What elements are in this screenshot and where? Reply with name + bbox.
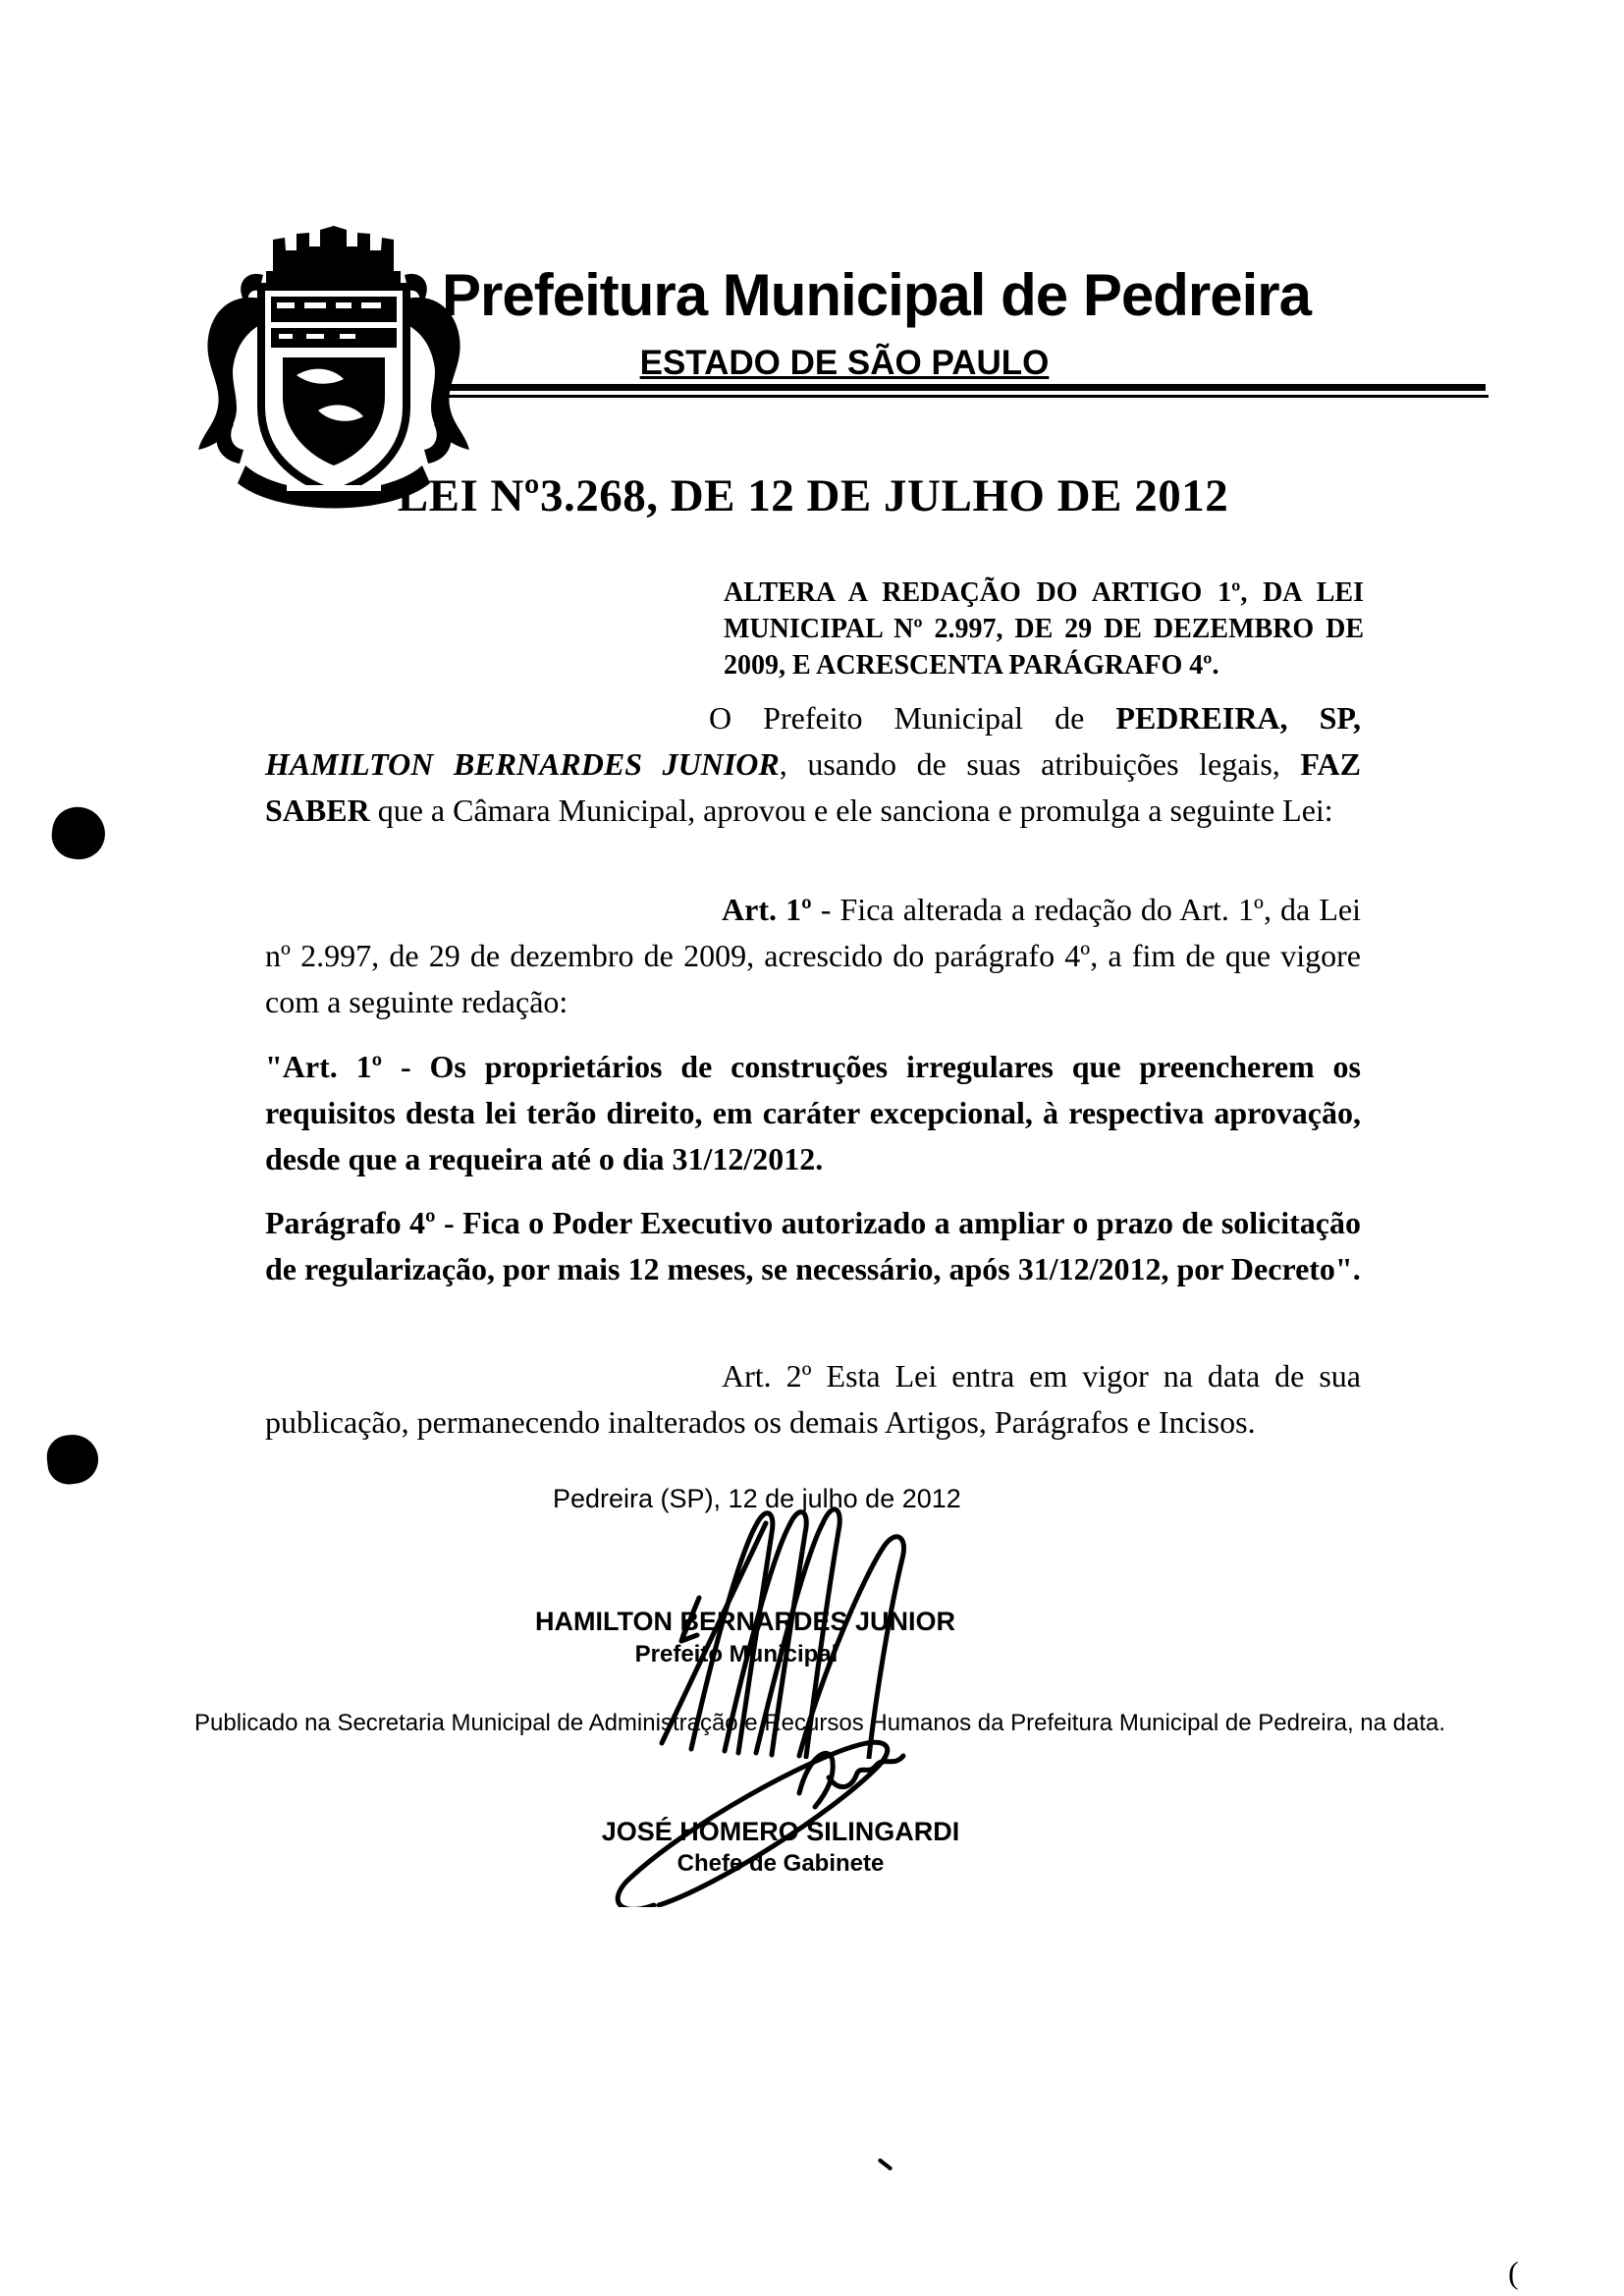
paragrafo-4: Parágrafo 4º - Fica o Poder Executivo autorizado a ampliar o prazo de solicitação de regularização, por mais 12 meses, se necessário, após 31/12/2012, por Decreto". [265, 1205, 1361, 1286]
org-name: Prefeitura Municipal de Pedreira [442, 262, 1311, 328]
header-rule-thick [447, 384, 1486, 391]
date-place-line: Pedreira (SP), 12 de julho de 2012 [553, 1484, 961, 1513]
mayor-role: Prefeito Municipal [634, 1641, 839, 1667]
ink-dot-artifact [49, 804, 109, 863]
article-1-text: - Fica alterada a redação do Art. 1º, da Lei nº 2.997, de 29 de dezembro de 2009, acrescido do parágrafo 4º, a fim de que vigore com a seguinte redação: [265, 892, 1362, 1019]
ink-dot-artifact [45, 1432, 101, 1486]
chief-signature-block [584, 1817, 977, 1878]
chief-name: JOSÉ HOMERO SILINGARDI [601, 1817, 960, 1846]
preamble-lead: O Prefeito Municipal de [709, 700, 1116, 736]
mayor-signature-block [535, 1607, 956, 1668]
publication-note: Publicado na Secretaria Municipal de Administração e Recursos Humanos da Prefeitura Municipal de Pedreira, na data. [194, 1710, 1446, 1736]
quoted-article-1: "Art. 1º - Os proprietários de construções irregulares que preencherem os requisitos desta lei terão direito, em caráter excepcional, à respectiva aprovação, desde que a requeira até o dia 31/12/2012. [265, 1049, 1361, 1176]
article-1-paragraph [265, 887, 1361, 1025]
preamble-paragraph [265, 695, 1361, 834]
article-1-label: Art. 1º [722, 892, 812, 927]
scan-speck-artifact [878, 2158, 893, 2171]
law-summary: ALTERA A REDAÇÃO DO ARTIGO 1º, DA LEI MUNICIPAL Nº 2.997, DE 29 DE DEZEMBRO DE 2009, E ACRESCENTA PARÁGRAFO 4º. [724, 577, 1364, 681]
state-line: ESTADO DE SÃO PAULO [639, 344, 1050, 382]
mayor-name: HAMILTON BERNARDES JUNIOR [535, 1607, 956, 1636]
chief-role: Chefe de Gabinete [677, 1850, 885, 1877]
article-2-paragraph: Art. 2º Esta Lei entra em vigor na data de sua publicação, permanecendo inalterados os demais Artigos, Parágrafos e Incisos. [265, 1358, 1361, 1440]
header-rule-thin [444, 395, 1489, 398]
paren-mark-artifact: ( [1508, 2255, 1519, 2290]
preamble-mayor-name: HAMILTON BERNARDES JUNIOR [265, 746, 780, 782]
preamble-city: PEDREIRA, SP, [1115, 700, 1362, 736]
preamble-faz-saber: FAZ SABER [265, 746, 1361, 828]
preamble-mid: , usando de suas atribuições legais, [779, 746, 1301, 782]
law-title: LEI Nº3.268, DE 12 DE JULHO DE 2012 [397, 470, 1229, 521]
preamble-tail: que a Câmara Municipal, aprovou e ele sanciona e promulga a seguinte Lei: [369, 793, 1333, 828]
